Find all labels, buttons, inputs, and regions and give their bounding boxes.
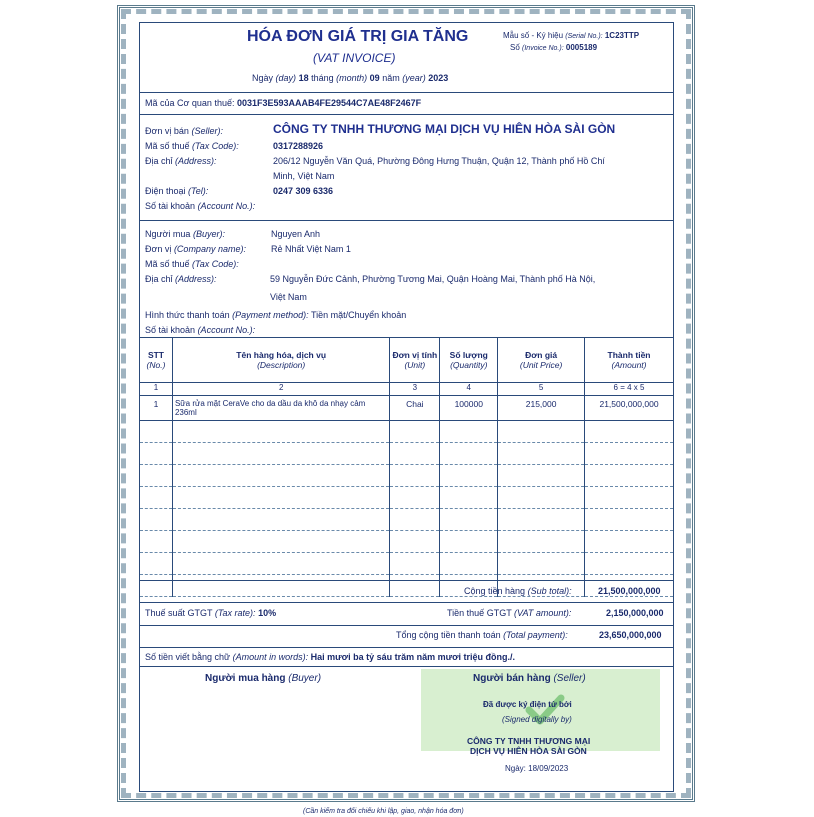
buyer-name: Nguyen Anh — [271, 229, 321, 239]
date-month-en: (month) — [336, 73, 368, 83]
item-unit: Chai — [390, 396, 440, 421]
invoice-number — [510, 42, 597, 54]
empty-cell — [498, 553, 585, 575]
date-year: 2023 — [428, 73, 449, 83]
empty-cell — [440, 443, 498, 465]
buyer-address-line2: Việt Nam — [270, 292, 307, 302]
date-year-en: (year) — [402, 73, 426, 83]
subtotal-value: 21,500,000,000 — [598, 586, 661, 596]
seller-phone: 0247 309 6336 — [273, 186, 334, 196]
column-header-label: Tên hàng hóa, dịch vụ — [236, 350, 327, 360]
tax-authority-code — [145, 98, 421, 109]
seller-phone-label-en: (Tel): — [188, 186, 209, 196]
divider — [139, 666, 674, 667]
buyer-address-label-vi: Địa chỉ — [145, 274, 173, 284]
empty-row — [140, 465, 674, 487]
column-number: 4 — [440, 383, 498, 396]
empty-cell — [440, 553, 498, 575]
items-table — [139, 337, 674, 597]
empty-cell — [390, 531, 440, 553]
empty-row — [140, 575, 674, 597]
column-header-unit-price — [498, 338, 585, 383]
signed-by-label: Đã được ký điện tử bởi — [483, 700, 572, 709]
date-year-label: năm — [382, 73, 400, 83]
date-month-label: tháng — [311, 73, 334, 83]
empty-cell — [440, 531, 498, 553]
seller-phone-label-vi: Điện thoại — [145, 186, 186, 196]
empty-row — [140, 487, 674, 509]
empty-cell — [585, 421, 674, 443]
seller-name: CÔNG TY TNHH THƯƠNG MẠI DỊCH VỤ HIÊN HÒA SÀI GÒN — [273, 122, 616, 136]
empty-cell — [172, 465, 389, 487]
words-label-vi: Số tiền viết bằng chữ — [145, 652, 231, 662]
words-label-en: (Amount in words): — [232, 652, 309, 662]
empty-cell — [440, 421, 498, 443]
invoice-no-label-en: (Invoice No.): — [522, 45, 564, 52]
item-unit-price: 215,000 — [498, 396, 585, 421]
buyer-address-label — [145, 274, 217, 285]
invoice-subtitle: (VAT INVOICE) — [313, 51, 396, 65]
empty-cell — [140, 465, 173, 487]
empty-cell — [140, 553, 173, 575]
payment-label-en: (Payment method): — [232, 310, 309, 320]
tax-rate-label-en: (Tax rate): — [214, 608, 256, 618]
vat-label-vi: Tiền thuế GTGT — [447, 608, 512, 618]
seller-label-vi: Đơn vị bán — [145, 126, 189, 136]
invoice-title: HÓA ĐƠN GIÁ TRỊ GIA TĂNG — [247, 28, 469, 45]
tax-rate-value: 10% — [258, 608, 277, 618]
empty-cell — [498, 443, 585, 465]
column-header-label: Đơn vị tính — [392, 350, 438, 360]
empty-cell — [172, 487, 389, 509]
empty-cell — [585, 553, 674, 575]
column-header-sub: (Description) — [257, 360, 306, 370]
subtotal-label-en: (Sub total): — [527, 586, 572, 596]
empty-row — [140, 509, 674, 531]
empty-cell — [498, 487, 585, 509]
item-no: 1 — [140, 396, 173, 421]
tax-authority-label: Mã của Cơ quan thuế: — [145, 98, 235, 108]
item-quantity: 100000 — [440, 396, 498, 421]
column-number: 6 = 4 x 5 — [585, 383, 674, 396]
empty-cell — [498, 531, 585, 553]
invoice-date — [252, 73, 448, 84]
column-header-description — [172, 338, 389, 383]
buyer-address-line1: 59 Nguyễn Đức Cảnh, Phường Tương Mai, Quận Hoàng Mai, Thành phố Hà Nội, — [270, 274, 596, 284]
empty-cell — [390, 487, 440, 509]
column-number: 3 — [390, 383, 440, 396]
seller-account-label-en: (Account No.): — [197, 201, 256, 211]
total-label-en: (Total payment): — [503, 630, 568, 640]
column-number: 2 — [172, 383, 389, 396]
buyer-company-label — [145, 244, 246, 255]
empty-cell — [172, 443, 389, 465]
buyer-tax-label-en: (Tax Code): — [192, 259, 239, 269]
empty-cell — [390, 553, 440, 575]
column-number-row — [140, 383, 674, 396]
column-header-no — [140, 338, 173, 383]
buyer-company-label-vi: Đơn vị — [145, 244, 172, 254]
divider — [139, 580, 674, 581]
total-label — [396, 630, 568, 641]
date-label: Ngày — [252, 73, 274, 83]
column-header-sub: (Unit) — [404, 360, 426, 370]
vat-label — [447, 608, 571, 619]
column-header-sub: (Unit Price) — [519, 360, 563, 370]
seller-account-label-vi: Số tài khoản — [145, 201, 196, 211]
buyer-tax-label-vi: Mã số thuế — [145, 259, 190, 269]
empty-cell — [140, 487, 173, 509]
empty-row — [140, 443, 674, 465]
column-header-label: Thành tiền — [607, 350, 651, 360]
buyer-signature-label — [205, 673, 321, 684]
empty-cell — [498, 465, 585, 487]
divider — [139, 114, 674, 115]
amount-in-words — [145, 652, 515, 663]
item-description: Sữa rửa mặt CeraVe cho da dầu da khô da nhạy cảm 236ml — [172, 396, 389, 421]
payment-value: Tiền mặt/Chuyển khoản — [310, 310, 407, 320]
column-header-sub: (Quantity) — [450, 360, 488, 370]
column-header-amount — [585, 338, 674, 383]
empty-cell — [172, 509, 389, 531]
buyer-label-en: (Buyer): — [192, 229, 225, 239]
seller-tax-code: 0317288926 — [273, 141, 324, 151]
empty-cell — [140, 509, 173, 531]
empty-cell — [172, 531, 389, 553]
seller-phone-label — [145, 186, 208, 197]
total-value: 23,650,000,000 — [599, 630, 662, 640]
seller-address-line2: Minh, Việt Nam — [273, 171, 335, 181]
empty-cell — [390, 421, 440, 443]
seller-tax-label-vi: Mã số thuế — [145, 141, 190, 151]
divider — [139, 92, 674, 93]
column-number: 1 — [140, 383, 173, 396]
empty-cell — [498, 509, 585, 531]
buyer-account-label-en: (Account No.): — [197, 325, 256, 335]
empty-cell — [172, 553, 389, 575]
words-value: Hai mươi ba tỷ sáu trăm năm mươi triệu đồng./. — [310, 652, 516, 662]
empty-row — [140, 531, 674, 553]
buyer-signature-en: (Buyer) — [288, 673, 322, 684]
column-header-label: Số lượng — [449, 350, 488, 360]
empty-cell — [585, 531, 674, 553]
column-header-sub: (Amount) — [611, 360, 647, 370]
empty-cell — [390, 509, 440, 531]
column-header-label: STT — [147, 350, 164, 360]
empty-cell — [390, 443, 440, 465]
empty-row — [140, 553, 674, 575]
signature-date: Ngày: 18/09/2023 — [505, 764, 569, 773]
serial-value: 1C23TTP — [604, 31, 640, 40]
vat-value: 2,150,000,000 — [606, 608, 664, 618]
invoice-no-label: Số — [510, 43, 520, 52]
seller-label — [145, 126, 223, 137]
item-amount: 21,500,000,000 — [585, 396, 674, 421]
total-label-vi: Tổng cộng tiền thanh toán — [396, 630, 501, 640]
column-header-quantity — [440, 338, 498, 383]
divider — [139, 647, 674, 648]
table-row — [140, 396, 674, 421]
divider — [139, 625, 674, 626]
empty-cell — [440, 509, 498, 531]
buyer-account-label — [145, 325, 255, 336]
seller-signature-en: (Seller) — [553, 673, 586, 684]
seller-tax-label — [145, 141, 239, 152]
seller-address-label-vi: Địa chỉ — [145, 156, 173, 166]
seller-signature-label — [473, 673, 586, 684]
buyer-label-vi: Người mua — [145, 229, 191, 239]
vat-label-en: (VAT amount): — [514, 608, 572, 618]
date-month: 09 — [369, 73, 380, 83]
serial-label: Mẫu số - Ký hiệu — [503, 31, 564, 40]
signer-name-line2: DỊCH VỤ HIÊN HÒA SÀI GÒN — [470, 746, 587, 756]
buyer-label — [145, 229, 225, 240]
divider — [139, 602, 674, 603]
empty-cell — [172, 575, 389, 597]
date-day-en: (day) — [275, 73, 297, 83]
tax-rate-label-vi: Thuế suất GTGT — [145, 608, 213, 618]
invoice-no-value: 0005189 — [565, 43, 598, 52]
column-header-unit — [390, 338, 440, 383]
seller-tax-label-en: (Tax Code): — [192, 141, 239, 151]
empty-cell — [140, 443, 173, 465]
empty-cell — [390, 465, 440, 487]
subtotal-label — [464, 586, 572, 597]
payment-method — [145, 310, 406, 321]
subtotal-label-vi: Cộng tiền hàng — [464, 586, 526, 596]
table-header-row — [140, 338, 674, 383]
footer-note: (Cần kiểm tra đối chiếu khi lập, giao, nhận hóa đơn) — [303, 808, 464, 815]
signer-name-line1: CÔNG TY TNHH THƯƠNG MẠI — [467, 736, 591, 746]
empty-cell — [172, 421, 389, 443]
seller-label-en: (Seller): — [191, 126, 223, 136]
seller-address-label-en: (Address): — [175, 156, 217, 166]
empty-cell — [140, 531, 173, 553]
empty-cell — [140, 575, 173, 597]
buyer-address-label-en: (Address): — [175, 274, 217, 284]
signed-by-label-en: (Signed digitally by) — [502, 715, 572, 724]
empty-cell — [585, 509, 674, 531]
empty-cell — [390, 575, 440, 597]
column-header-label: Đơn giá — [525, 350, 558, 360]
divider — [139, 220, 674, 221]
seller-signature-vi: Người bán hàng — [473, 673, 551, 684]
tax-rate — [145, 608, 276, 619]
empty-cell — [440, 465, 498, 487]
empty-cell — [140, 421, 173, 443]
payment-label-vi: Hình thức thanh toán — [145, 310, 230, 320]
buyer-account-label-vi: Số tài khoản — [145, 325, 196, 335]
empty-cell — [498, 421, 585, 443]
buyer-company: Rẻ Nhất Việt Nam 1 — [271, 244, 351, 254]
empty-cell — [585, 465, 674, 487]
seller-account-label — [145, 201, 255, 212]
date-day: 18 — [298, 73, 309, 83]
empty-cell — [585, 443, 674, 465]
serial-label-en: (Serial No.): — [565, 33, 603, 40]
column-header-sub: (No.) — [146, 360, 166, 370]
empty-cell — [440, 487, 498, 509]
empty-cell — [585, 487, 674, 509]
serial-number — [503, 30, 639, 42]
seller-address-line1: 206/12 Nguyễn Văn Quá, Phường Đông Hưng Thuận, Quận 12, Thành phố Hồ Chí — [273, 156, 605, 166]
empty-row — [140, 421, 674, 443]
buyer-tax-label — [145, 259, 239, 270]
buyer-company-label-en: (Company name): — [173, 244, 246, 254]
buyer-signature-vi: Người mua hàng — [205, 673, 286, 684]
column-number: 5 — [498, 383, 585, 396]
tax-authority-value: 0031F3E593AAAB4FE29544C7AE48F2467F — [236, 98, 422, 108]
seller-address-label — [145, 156, 217, 167]
